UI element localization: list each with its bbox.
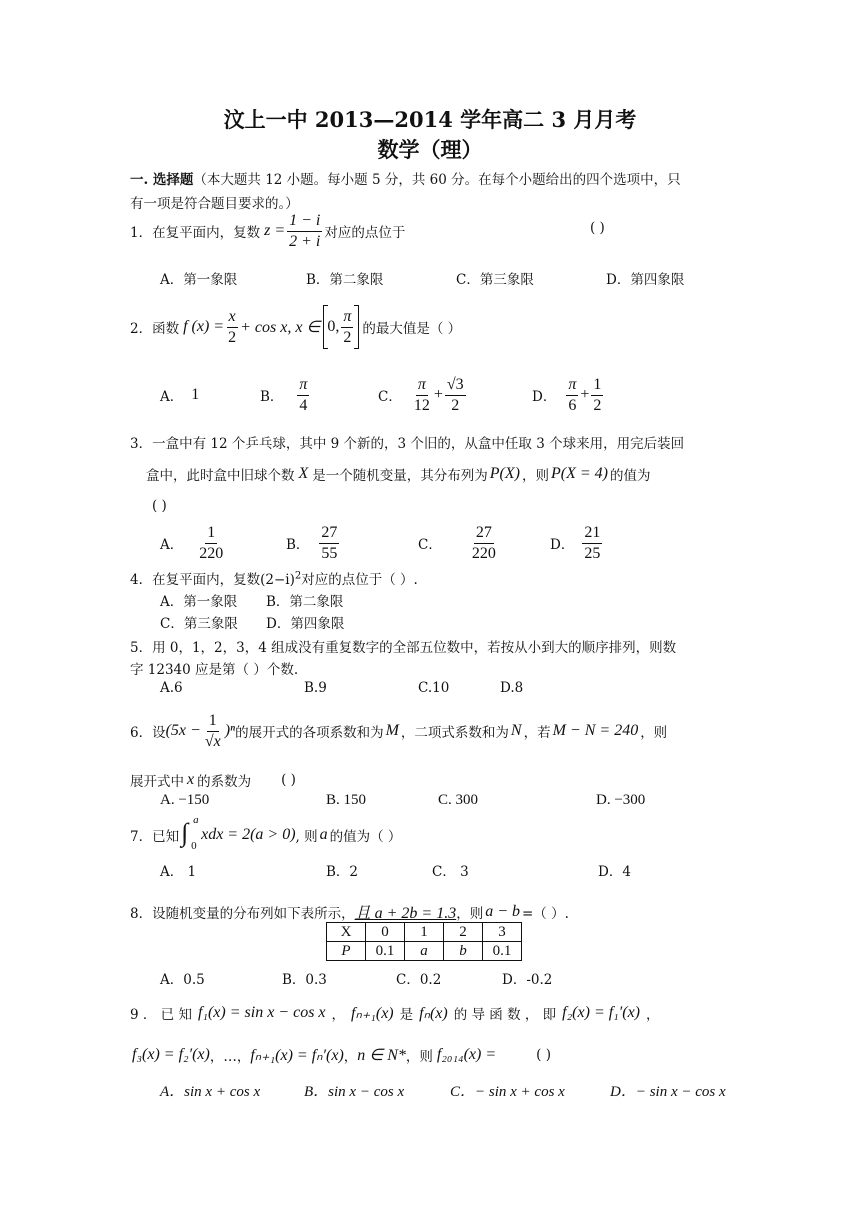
q6-mid3: ，若	[523, 725, 551, 741]
q3-option-a	[160, 520, 227, 566]
q7-suffix: 的值为（ ）	[329, 829, 402, 845]
q3-option-c	[418, 520, 500, 566]
q6-expr-end: )ⁿ	[224, 722, 236, 739]
q3-opt-a-label: A．	[160, 537, 184, 553]
q6-answer-paren: ( )	[281, 772, 296, 788]
q5-line-1: 5．用 0，1，2，3，4 组成没有重复数字的全部五位数中，若按从小到大的顺序排列，则数	[130, 640, 677, 656]
q2-opt-d-frac1	[566, 375, 578, 416]
q8-option-b: B．0.3	[282, 972, 327, 988]
q3-opt-c-num: 27	[474, 523, 494, 544]
q6-line2-b: 的系数为	[197, 774, 252, 790]
q1-frac-den: 2 + i	[289, 232, 321, 250]
q8-mid: ，则	[456, 905, 484, 922]
q3-opt-d-num: 21	[582, 523, 602, 544]
q2-opt-c-d1: 12	[413, 396, 430, 414]
q6-line-2	[130, 770, 296, 790]
q9-option-b: B．sin x − cos x	[304, 1084, 405, 1100]
q6-mid2: ，二项式系数和为	[400, 725, 509, 741]
q3-line2-d: 的值为	[609, 468, 651, 484]
q2-option-a	[160, 372, 199, 418]
q3-line-2	[146, 462, 650, 486]
q6-option-d: D. −300	[596, 792, 646, 808]
q5-option-a: A.6	[160, 680, 183, 696]
q7-option-c: C． 3	[432, 864, 469, 880]
q1-suffix: 对应的点位于	[324, 225, 406, 241]
q9-n-domain: n ∈ N*	[357, 1047, 406, 1064]
q2-opt-b-frac	[297, 375, 309, 416]
q6-frac-den: √x	[204, 732, 221, 750]
table-cell: X	[327, 923, 366, 942]
q2-option-c	[378, 372, 468, 418]
q1-option-c: C．第三象限	[456, 272, 534, 288]
question-1	[130, 208, 405, 254]
distribution-table	[326, 922, 522, 961]
q2-opt-c-frac1	[412, 375, 432, 416]
q3-px: P(X)	[489, 465, 520, 482]
q2-interval-bracket	[323, 305, 359, 349]
q2-opt-d-n1: π	[566, 375, 578, 396]
q9-f1: f₁(x) = sin x − cos x	[197, 1004, 326, 1021]
q8-option-c: C．0.2	[396, 972, 442, 988]
q3-px4: P(X = 4)	[550, 465, 608, 482]
q3-opt-a-num: 1	[205, 523, 217, 544]
q7-option-a: A． 1	[160, 864, 197, 880]
table-cell: 0.1	[483, 942, 522, 961]
table-cell: 1	[405, 923, 444, 942]
q6-prefix: 6．设	[130, 725, 166, 741]
q8-option-d: D．-0.2	[502, 972, 553, 988]
q6-fraction	[203, 711, 223, 752]
q1-option-a: A．第一象限	[160, 272, 238, 288]
q6-option-a: A. −150	[160, 792, 210, 808]
q7-mid: , 则	[295, 829, 318, 845]
q9-fn1: fₙ₊₁(x)	[351, 1005, 394, 1022]
q7-integral-sign: ∫	[181, 818, 189, 847]
q2-fraction-1	[226, 307, 238, 348]
q2-opt-b-label: B．	[260, 389, 284, 405]
q2-opt-c-plus: +	[433, 386, 443, 403]
q7-prefix: 7．已知	[130, 829, 180, 845]
table-cell: 2	[444, 923, 483, 942]
q2-opt-d-n2: 1	[591, 375, 603, 396]
q9-f2014: f₂₀₁₄(x) =	[436, 1046, 497, 1063]
q2-opt-d-d2: 2	[593, 396, 602, 414]
q4-option-c: C．第三象限	[160, 616, 238, 632]
q2-opt-c-n1: π	[416, 375, 428, 396]
q2-expr2: + cos x, x ∈	[240, 319, 321, 336]
q3-opt-a-den: 220	[199, 544, 224, 562]
q3-opt-d-label: D．	[550, 537, 575, 553]
q3-var-x: X	[298, 465, 309, 482]
exam-subtitle: 数学（理）	[377, 137, 483, 162]
q3-opt-d-frac	[582, 523, 602, 564]
q3-line2-c: ，则	[521, 468, 549, 484]
q5-option-b: B.9	[304, 680, 327, 696]
q2-prefix: 2．函数	[130, 321, 180, 337]
q7-upper-limit: a	[193, 814, 199, 826]
q2-fraction-2	[341, 307, 353, 348]
q4-option-b: B．第二象限	[266, 594, 344, 610]
q3-opt-b-den: 55	[321, 544, 338, 562]
exam-title: 汶上一中 2013—2014 学年高二 3 月月考	[223, 107, 637, 132]
q9-line1-b: ，	[331, 1007, 346, 1023]
q3-option-d	[550, 520, 604, 566]
q9-fn: fₙ(x)	[419, 1005, 448, 1022]
q2-frac1-num: x	[227, 307, 238, 328]
q3-answer-paren: ( )	[152, 498, 167, 514]
q4-line	[130, 568, 418, 588]
table-cell: 0.1	[366, 942, 405, 961]
q3-opt-b-label: B．	[286, 537, 310, 553]
q1-fraction	[287, 211, 322, 252]
question-2	[130, 304, 461, 350]
q1-expr: z =	[264, 222, 286, 239]
q2-frac2-num: π	[341, 307, 353, 328]
q3-opt-d-den: 25	[584, 544, 601, 562]
q3-option-b	[286, 520, 341, 566]
question-6	[130, 708, 667, 754]
q1-frac-num: 1 − i	[287, 211, 322, 232]
q9-f2: f₂(x) = f₁′(x)	[562, 1004, 640, 1021]
question-8	[130, 900, 569, 923]
section-title: 一. 选择题	[130, 172, 194, 188]
q2-opt-d-plus: +	[580, 386, 590, 403]
q8-expr: a − b	[485, 902, 520, 920]
q9-option-a: A．sin x + cos x	[160, 1084, 261, 1100]
q6-mid4: ，则	[640, 725, 668, 741]
q9-line-2	[132, 1042, 551, 1068]
q2-opt-d-frac2	[591, 375, 603, 416]
q1-option-d: D．第四象限	[606, 272, 685, 288]
q2-opt-c-n2: √3	[445, 375, 466, 396]
q2-opt-a-label: A．	[160, 389, 184, 405]
q9-option-c: C．− sin x + cos x	[450, 1084, 565, 1100]
q9-f3: f₃(x) = f₂′(x)	[132, 1046, 210, 1063]
q6-condition: M − N = 240	[552, 722, 639, 739]
q2-frac1-den: 2	[228, 328, 237, 346]
table-row	[327, 942, 522, 961]
q4-text: 4．在复平面内，复数(2−i)	[130, 572, 295, 588]
q6-option-c: C. 300	[438, 792, 479, 808]
q7-option-b: B．2	[326, 864, 359, 880]
q7-var-a: a	[319, 826, 328, 843]
q2-opt-b-num: π	[297, 375, 309, 396]
q2-frac2-den: 2	[343, 328, 352, 346]
q9-line1-e: ，	[646, 1007, 660, 1023]
q9-line1-c: 是	[399, 1007, 414, 1023]
q4-option-a: A．第一象限	[160, 594, 238, 610]
q8-prefix: 8．设随机变量的分布列如下表所示，	[130, 905, 355, 922]
table-cell: b	[444, 942, 483, 961]
q9-line1-a: 9 ． 已 知	[130, 1007, 192, 1023]
q6-option-b: B. 150	[326, 792, 367, 808]
table-cell: P	[327, 942, 366, 961]
q6-mid1: 的展开式的各项系数和为	[235, 725, 384, 741]
q9-answer-paren: ( )	[536, 1047, 551, 1063]
q2-opt-d-label: D．	[532, 389, 557, 405]
section-desc-2: 有一项是符合题目要求的。）	[130, 196, 299, 212]
q9-line-1	[130, 1000, 660, 1026]
q1-option-b: B．第二象限	[306, 272, 384, 288]
q3-opt-a-frac	[197, 523, 225, 564]
section-desc-1: （本大题共 12 小题。每小题 5 分，共 60 分。在每个小题给出的四个选项中，只	[193, 172, 681, 188]
q4-option-d: D．第四象限	[266, 616, 345, 632]
section-heading-line1	[130, 168, 681, 188]
q8-option-a: A．0.5	[160, 972, 205, 988]
q2-opt-b-den: 4	[299, 396, 308, 414]
q4-text-end: 对应的点位于（ ）.	[301, 572, 418, 588]
q7-expr: xdx = 2(a > 0)	[201, 826, 296, 843]
q6-var-m: M	[385, 722, 399, 739]
q5-line-2: 字 12340 应是第（ ）个数.	[130, 662, 299, 678]
q6-var-x: x	[187, 771, 195, 788]
q3-line2-a: 盒中，此时盒中旧球个数	[146, 468, 295, 484]
table-cell: a	[405, 942, 444, 961]
q1-answer-paren: ( )	[590, 220, 605, 236]
q9-line2-a: ，…，	[209, 1049, 251, 1065]
q3-line-1: 3．一盒中有 12 个乒乓球，其中 9 个新的，3 个旧的，从盒中任取 3 个球来用，用完后装回	[130, 436, 685, 452]
q3-opt-c-frac	[470, 523, 498, 564]
q3-line2-b: 是一个随机变量，其分布列为	[312, 468, 488, 484]
q6-expr: (5x −	[165, 722, 201, 739]
q6-var-n: N	[510, 722, 522, 739]
q7-option-d: D．4	[598, 864, 631, 880]
q5-option-d: D.8	[500, 680, 524, 696]
q3-opt-b-frac	[319, 523, 339, 564]
q9-line1-d: 的 导 函 数 ， 即	[453, 1007, 557, 1023]
q2-option-d	[532, 372, 605, 418]
q7-lower-limit: 0	[191, 840, 197, 852]
q3-opt-b-num: 27	[319, 523, 339, 544]
q8-condition: 且 a + 2b = 1.3	[354, 905, 457, 922]
table-cell: 0	[366, 923, 405, 942]
q5-option-c: C.10	[418, 680, 450, 696]
q9-option-d: D．− sin x − cos x	[610, 1084, 726, 1100]
q2-expr1: f (x) =	[183, 318, 225, 335]
q8-suffix: =（ ）.	[522, 905, 569, 922]
table-row	[327, 923, 522, 942]
q3-opt-c-label: C．	[418, 537, 442, 553]
q7-integral	[181, 814, 201, 852]
q6-line2-a: 展开式中	[130, 774, 184, 790]
q2-opt-a-value: 1	[191, 386, 200, 403]
table-cell: 3	[483, 923, 522, 942]
q9-fn1-recur: fₙ₊₁(x) = fₙ′(x)	[250, 1047, 344, 1064]
q2-opt-c-label: C．	[378, 389, 402, 405]
q1-prefix: 1．在复平面内，复数	[130, 225, 261, 241]
q2-bracket-content: 0,	[327, 318, 340, 335]
q3-opt-c-den: 220	[471, 544, 496, 562]
q4-superscript: 2	[294, 570, 302, 582]
q9-line2-c: ，则	[405, 1049, 433, 1065]
q2-opt-d-d1: 6	[568, 396, 577, 414]
q9-line2-b: ，	[343, 1049, 358, 1065]
q2-option-b	[260, 372, 311, 418]
q6-frac-num: 1	[207, 711, 219, 732]
question-7	[130, 814, 402, 852]
q2-opt-c-d2: 2	[451, 396, 460, 414]
q2-suffix: 的最大值是（ ）	[362, 321, 462, 337]
q2-opt-c-frac2	[445, 375, 466, 416]
